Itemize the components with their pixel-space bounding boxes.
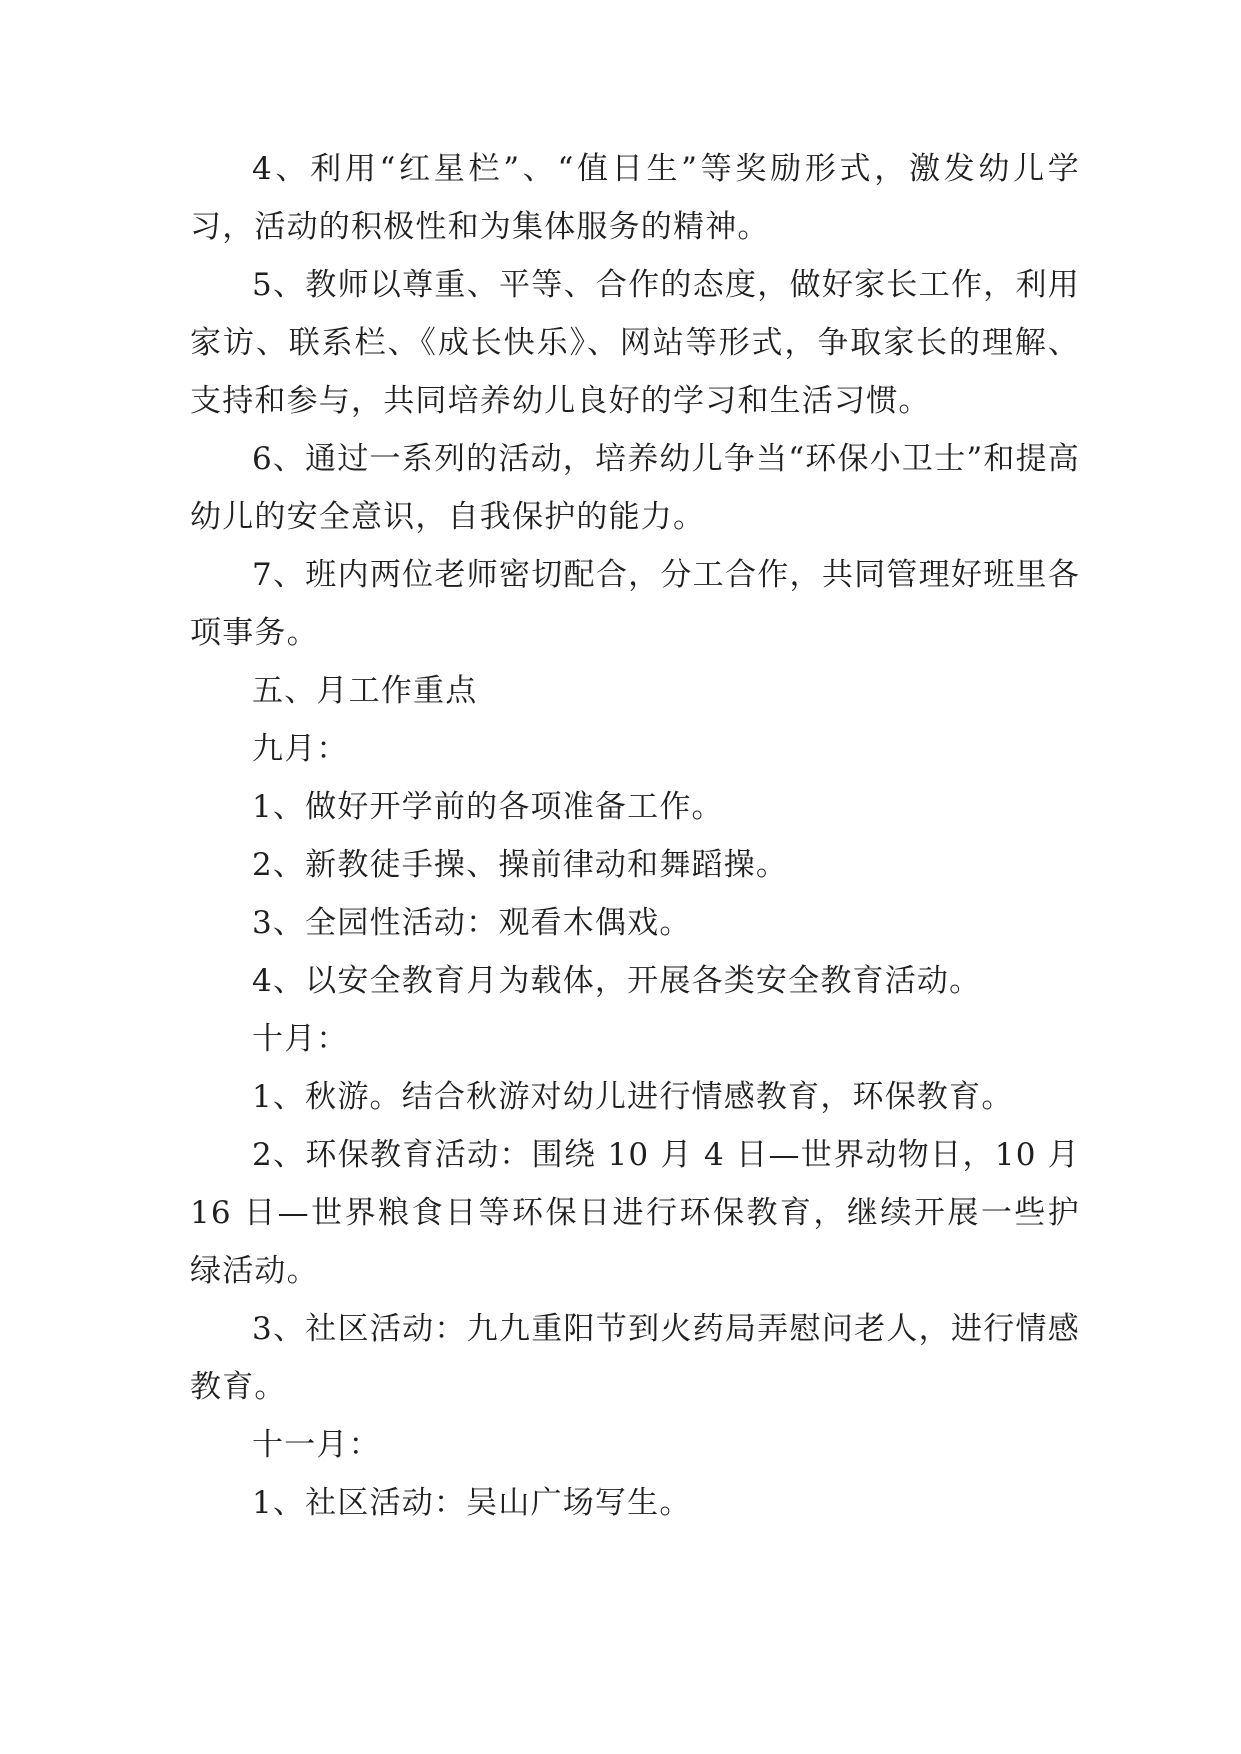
month-heading-september: 九月：: [252, 731, 349, 767]
section-heading-monthly-focus: 五、月工作重点: [252, 673, 478, 709]
month-heading-november: 十一月：: [252, 1427, 381, 1463]
september-item-3: 3、全园性活动：观看木偶戏。: [252, 905, 692, 941]
october-item-3: 3、社区活动：九九重阳节到火药局弄慰问老人，进行情感教育。: [190, 1311, 1080, 1405]
november-item-1: 1、社区活动：吴山广场写生。: [252, 1485, 692, 1521]
october-item-2: 2、环保教育活动：围绕 10 月 4 日—世界动物日，10 月 16 日—世界粮食日等环保日进行环保教育，继续开展一些护绿活动。: [190, 1137, 1080, 1289]
paragraph-item-5-parent-work: 5、教师以尊重、平等、合作的态度，做好家长工作，利用家访、联系栏、《成长快乐》、网站等形式，争取家长的理解、支持和参与，共同培养幼儿良好的学习和生活习惯。: [190, 267, 1080, 419]
paragraph-item-4-red-star: 4、利用“红星栏”、“值日生”等奖励形式，激发幼儿学习，活动的积极性和为集体服务的精神。: [190, 151, 1080, 245]
october-item-1: 1、秋游。结合秋游对幼儿进行情感教育，环保教育。: [252, 1079, 1014, 1115]
document-page: [190, 140, 1080, 1532]
september-item-1: 1、做好开学前的各项准备工作。: [252, 789, 724, 825]
paragraph-item-6-environment-safety: 6、通过一系列的活动，培养幼儿争当“环保小卫士”和提高幼儿的安全意识，自我保护的能力。: [190, 441, 1080, 535]
paragraph-item-7-teacher-cooperation: 7、班内两位老师密切配合，分工合作，共同管理好班里各项事务。: [190, 557, 1080, 651]
september-item-4: 4、以安全教育月为载体，开展各类安全教育活动。: [252, 963, 982, 999]
month-heading-october: 十月：: [252, 1021, 349, 1057]
september-item-2: 2、新教徒手操、操前律动和舞蹈操。: [252, 847, 789, 883]
